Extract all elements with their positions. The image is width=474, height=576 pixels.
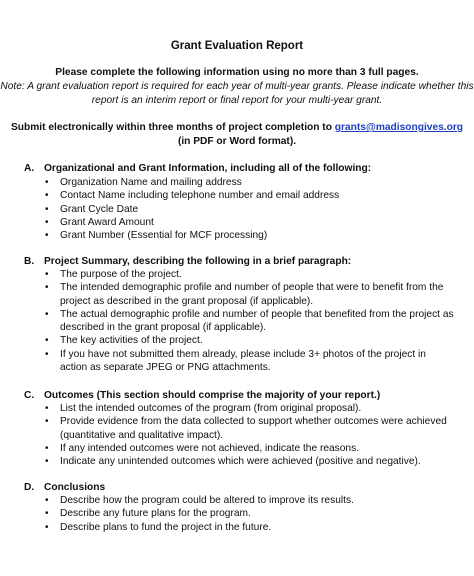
- list-item: • If you have not submitted them already, please include 3+ photos of the project in action as separate JPEG or PNG attachments.: [45, 348, 426, 374]
- submit-format-line: (in PDF or Word format).: [177, 136, 297, 147]
- section-d-letter: D.: [24, 482, 35, 493]
- section-c-list: [44, 402, 454, 468]
- intro-note-line-1: Note: A grant evaluation report is required for each year of multi-year grants. Please indicate whether this: [0, 81, 474, 92]
- list-item: • Grant Number (Essential for MCF processing): [45, 230, 268, 242]
- list-item: • If any intended outcomes were not achieved, indicate the reasons.: [45, 442, 360, 454]
- list-item: • Contact Name including telephone number and email address: [45, 190, 340, 202]
- section-d-list: [44, 494, 454, 534]
- bullet-icon: •: [45, 495, 49, 506]
- list-item: • The actual demographic profile and number of people that benefited from the project as described in the grant proposal (if applicable).: [45, 308, 454, 334]
- bullet-icon: •: [45, 403, 49, 414]
- bullet-icon: •: [45, 521, 49, 533]
- list-item: • Grant Cycle Date: [45, 203, 139, 215]
- section-a-list: [44, 176, 454, 242]
- bullet-icon: •: [45, 190, 49, 202]
- bullet-icon: •: [45, 348, 49, 360]
- submit-line: [0, 121, 474, 134]
- section-b-heading: [24, 255, 351, 268]
- intro-instruction: Please complete the following information using no more than 3 full pages.: [55, 67, 419, 78]
- list-item: • Describe plans to fund the project in the future.: [45, 521, 272, 533]
- section-c-heading-text: Outcomes (This section should comprise the majority of your report.): [44, 390, 381, 401]
- section-c-heading: [24, 389, 380, 402]
- section-c-letter: C.: [24, 390, 35, 401]
- section-a-heading: [24, 162, 371, 175]
- section-a-letter: A.: [24, 163, 35, 174]
- list-item: • Describe any future plans for the program.: [45, 508, 251, 520]
- list-item: • The purpose of the project.: [45, 269, 182, 280]
- bullet-icon: •: [45, 177, 49, 188]
- page-title: Grant Evaluation Report: [170, 40, 304, 52]
- bullet-icon: •: [45, 203, 49, 215]
- section-b-list: [44, 268, 454, 374]
- bullet-icon: •: [45, 442, 49, 454]
- bullet-icon: •: [45, 416, 49, 428]
- section-d-heading-text: Conclusions: [44, 482, 106, 493]
- list-item: • The intended demographic profile and number of people that were to benefit from the project as described in the grant proposal (if applicable).: [45, 282, 444, 307]
- list-item: • Provide evidence from the data collected to support whether outcomes were achieved (quantitative and qualitative impact).: [45, 416, 447, 441]
- section-b-heading-text: Project Summary, describing the following in a brief paragraph:: [44, 256, 352, 267]
- bullet-icon: •: [45, 335, 49, 347]
- section-d-heading: [24, 481, 105, 494]
- bullet-icon: •: [45, 269, 49, 280]
- submit-text: Submit electronically within three months of project completion to: [10, 122, 335, 133]
- bullet-icon: •: [45, 282, 49, 294]
- list-item: • Grant Award Amount: [45, 216, 154, 228]
- bullet-icon: •: [45, 508, 49, 520]
- list-item: • Describe how the program could be altered to improve its results.: [45, 495, 354, 506]
- list-item: • List the intended outcomes of the program (from original proposal).: [45, 403, 362, 414]
- bullet-icon: •: [45, 456, 49, 468]
- bullet-icon: •: [45, 308, 49, 320]
- bullet-icon: •: [45, 216, 49, 228]
- grants-email-link[interactable]: grants@madisongives.org: [334, 122, 464, 133]
- section-a-heading-text: Organizational and Grant Information, including all of the following:: [44, 163, 372, 174]
- list-item: • Indicate any unintended outcomes which were achieved (positive and negative).: [45, 456, 421, 468]
- bullet-icon: •: [45, 230, 49, 242]
- intro-note-line-2: report is an interim report or final report for your multi-year grant.: [91, 95, 383, 106]
- section-b-letter: B.: [24, 256, 35, 267]
- list-item: • The key activities of the project.: [45, 335, 203, 347]
- list-item: • Organization Name and mailing address: [45, 177, 242, 188]
